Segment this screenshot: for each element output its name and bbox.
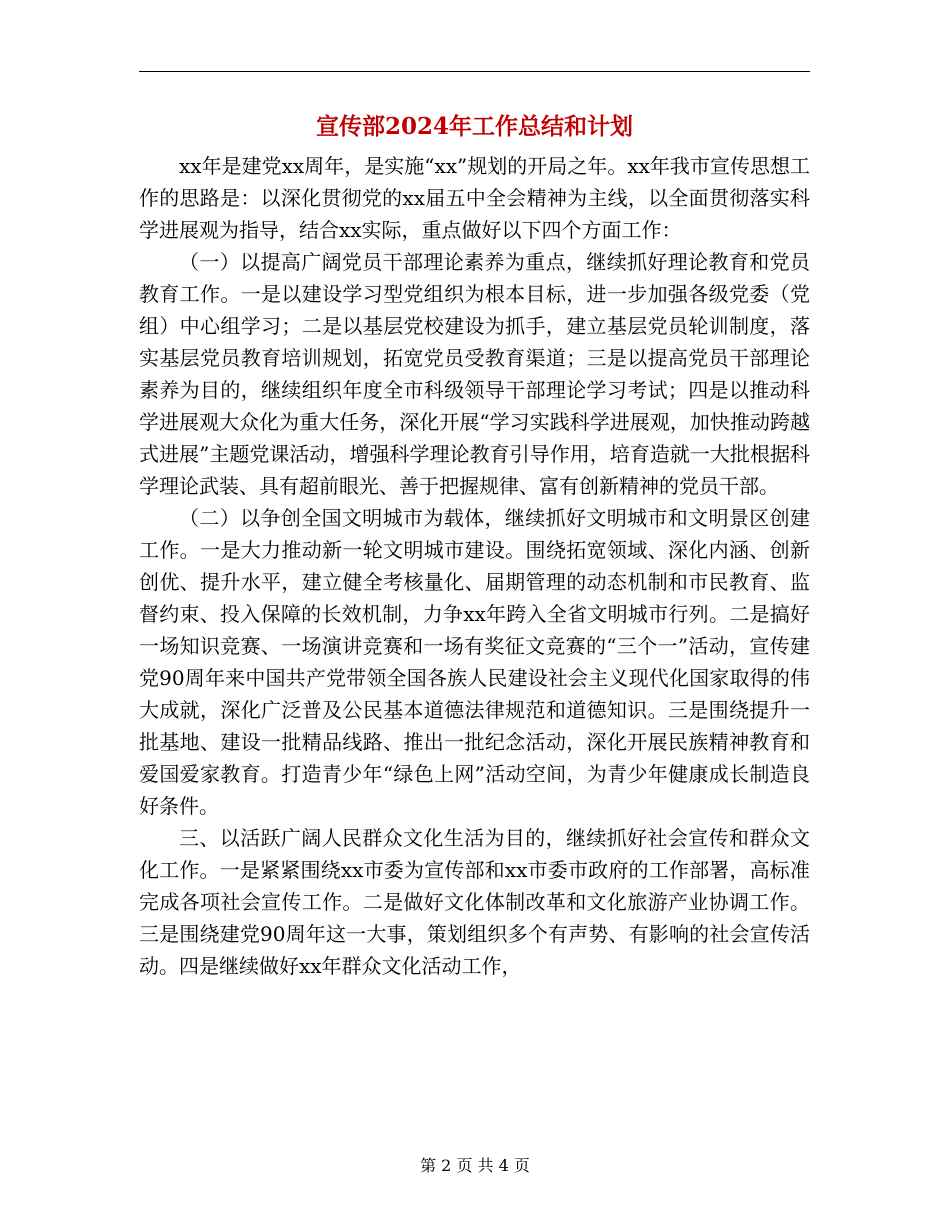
paragraph-section-1: （一）以提高广阔党员干部理论素养为重点，继续抓好理论教育和党员教育工作。一是以建设学习型党组织为根本目标，进一步加强各级党委（党组）中心组学习；二是以基层党校建设为抓手，建立基层党员轮训制度，落实基层党员教育培训规划，拓宽党员受教育渠道；三是以提高党员干部理论素养为目的，继续组织年度全市科级领导干部理论学习考试；四是以推动科学进展观大众化为重大任务，深化开展“学习实践科学进展观，加快推动跨越式进展”主题党课活动，增强科学理论教育引导作用，培育造就一大批根据科学理论武装、具有超前眼光、善于把握规律、富有创新精神的党员干部。: [139, 250, 810, 498]
document-title: 宣传部2024年工作总结和计划: [315, 113, 633, 140]
document-body: [139, 150, 810, 982]
paragraph-intro: xx年是建党xx周年，是实施“xx”规划的开局之年。xx年我市宣传思想工作的思路是：以深化贯彻党的xx届五中全会精神为主线，以全面贯彻落实科学进展观为指导，结合xx实际，重点做好以下四个方面工作：: [139, 154, 810, 242]
paragraph-section-2: （二）以争创全国文明城市为载体，继续抓好文明城市和文明景区创建工作。一是大力推动新一轮文明城市建设。围绕拓宽领域、深化内涵、创新创优、提升水平，建立健全考核量化、届期管理的动态机制和市民教育、监督约束、投入保障的长效机制，力争xx年跨入全省文明城市行列。二是搞好一场知识竞赛、一场演讲竞赛和一场有奖征文竞赛的“三个一”活动，宣传建党90周年来中国共产党带领全国各族人民建设社会主义现代化国家取得的伟大成就，深化广泛普及公民基本道德法律规范和道德知识。三是围绕提升一批基地、建设一批精品线路、推出一批纪念活动，深化开展民族精神教育和爱国爱家教育。打造青少年“绿色上网”活动空间，为青少年健康成长制造良好条件。: [139, 506, 810, 818]
page-number-footer: 第 2 页 共 4 页: [420, 1156, 530, 1175]
paragraph-section-3: 三、以活跃广阔人民群众文化生活为目的，继续抓好社会宣传和群众文化工作。一是紧紧围绕xx市委为宣传部和xx市委市政府的工作部署，高标准完成各项社会宣传工作。二是做好文化体制改革和文化旅游产业协调工作。三是围绕建党90周年这一大事，策划组织多个有声势、有影响的社会宣传活动。四是继续做好xx年群众文化活动工作，: [139, 826, 810, 978]
header-rule: [139, 71, 810, 72]
